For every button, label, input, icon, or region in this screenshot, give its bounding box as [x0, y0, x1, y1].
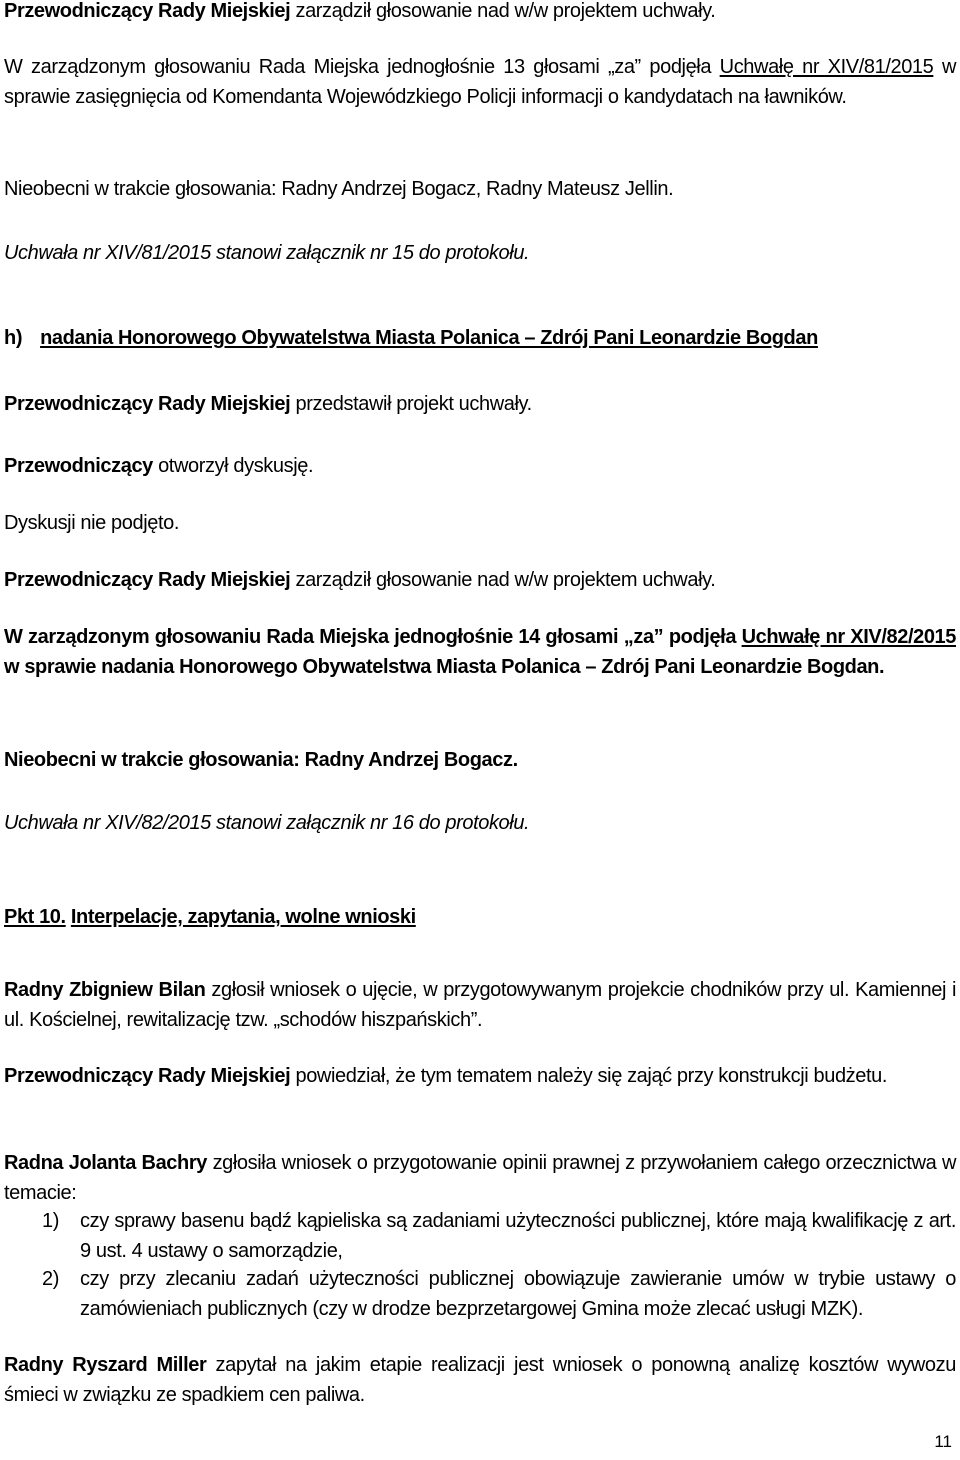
paragraph-text: powiedział, że tym tematem należy się zająć przy konstrukcji budżetu. [290, 1065, 888, 1087]
paragraph-chairman-budget [4, 1061, 956, 1091]
paragraph-text: zarządził głosowanie nad w/w projektem uchwały. [290, 0, 716, 22]
paragraph-text: zgłosiła wniosek o przygotowanie opinii prawnej z przywołaniem całego orzecznictwa w temacie: [4, 1152, 956, 1204]
paragraph-attachment-15 [4, 238, 956, 268]
list-item-number: 2) [42, 1268, 59, 1290]
paragraph-bachry [4, 1148, 956, 1208]
paragraph-text: zarządził głosowanie nad w/w projektem uchwały. [290, 569, 716, 591]
paragraph-text: Nieobecni w trakcie głosowania: Radny Andrzej Bogacz, Radny Mateusz Jellin. [4, 178, 674, 200]
section-marker: h) [4, 327, 23, 349]
speaker-name: Przewodniczący [4, 455, 153, 477]
paragraph-text: w sprawie nadania Honorowego Obywatelstwa Miasta Polanica – Zdrój Pani Leonardzie Bogdan. [4, 656, 885, 678]
section-heading-pkt10 [4, 902, 956, 932]
paragraph-text: Nieobecni w trakcie głosowania: Radny Andrzej Bogacz. [4, 749, 518, 771]
speaker-name: Radna Jolanta Bachry [4, 1152, 207, 1174]
paragraph-text: zapytał na jakim etapie realizacji jest wniosek o ponowną analizę kosztów wywozu śmieci w związku ze spadkiem cen paliwa. [4, 1354, 956, 1406]
point-number: Pkt 10. [4, 906, 66, 928]
paragraph-text: Uchwała nr XIV/82/2015 stanowi załącznik nr 16 do protokołu. [4, 812, 530, 834]
paragraph-text: W zarządzonym głosowaniu Rada Miejska jednogłośnie 14 głosami „za” podjęła [4, 626, 742, 648]
paragraph-no-discussion [4, 508, 956, 538]
paragraph-vote-call-2 [4, 565, 956, 595]
speaker-name: Przewodniczący Rady Miejskiej [4, 393, 291, 415]
paragraph-text: Uchwała nr XIV/81/2015 stanowi załącznik nr 15 do protokołu. [4, 242, 530, 264]
section-heading-h [4, 323, 956, 353]
list-item-number: 1) [42, 1210, 59, 1232]
paragraph-bilan [4, 975, 956, 1035]
section-title: nadania Honorowego Obywatelstwa Miasta Polanica – Zdrój Pani Leonardzie Bogdan [40, 327, 818, 349]
paragraph-presented [4, 389, 956, 419]
paragraph-vote-call-1 [4, 0, 956, 26]
paragraph-resolution-82 [4, 622, 956, 682]
paragraph-absent-2 [4, 745, 956, 775]
speaker-name: Radny Zbigniew Bilan [4, 979, 206, 1001]
paragraph-text: W zarządzonym głosowaniu Rada Miejska jednogłośnie 13 głosami „za” podjęła [4, 56, 720, 78]
list-item-text: czy przy zlecaniu zadań użyteczności publicznej obowiązuje zawieranie umów w trybie ustawy o zamówieniach publicznych (czy w drodze bezprzetargowej Gmina może zlecać usługi MZK). [80, 1268, 956, 1320]
paragraph-absent-1 [4, 174, 956, 204]
paragraph-text: zgłosił wniosek o ujęcie, w przygotowywanym projekcie chodników przy ul. Kamiennej i ul. Kościelnej, rewitalizację tzw. „schodów hiszpańskich”. [4, 979, 956, 1031]
list-item-text: czy sprawy basenu bądź kąpieliska są zadaniami użyteczności publicznej, które mają kwalifikację z art. 9 ust. 4 ustawy o samorządzie, [80, 1210, 956, 1262]
speaker-name: Przewodniczący Rady Miejskiej [4, 1065, 291, 1087]
paragraph-text: w sprawie zasięgnięcia od Komendanta Wojewódzkiego Policji informacji o kandydatach na ławników. [4, 56, 956, 108]
paragraph-text: otworzył dyskusję. [152, 455, 314, 477]
paragraph-text: przedstawił projekt uchwały. [290, 393, 532, 415]
resolution-link: Uchwałę nr XIV/82/2015 [741, 626, 956, 648]
resolution-link: Uchwałę nr XIV/81/2015 [719, 56, 934, 78]
page-number: 11 [934, 1432, 952, 1451]
paragraph-discussion-open [4, 451, 956, 481]
paragraph-resolution-81 [4, 52, 956, 112]
speaker-name: Przewodniczący Rady Miejskiej [4, 0, 291, 22]
speaker-name: Radny Ryszard Miller [4, 1354, 207, 1376]
paragraph-attachment-16 [4, 808, 956, 838]
point-title: Interpelacje, zapytania, wolne wnioski [70, 906, 416, 928]
paragraph-text: Dyskusji nie podjęto. [4, 512, 180, 534]
paragraph-miller [4, 1350, 956, 1410]
speaker-name: Przewodniczący Rady Miejskiej [4, 569, 291, 591]
